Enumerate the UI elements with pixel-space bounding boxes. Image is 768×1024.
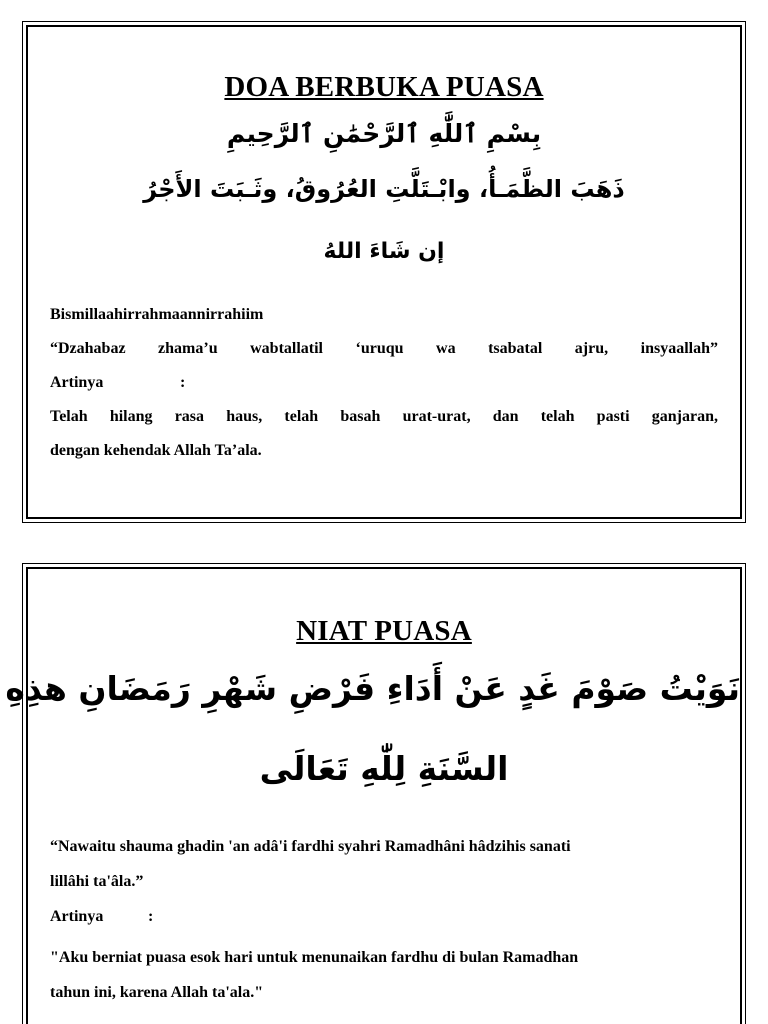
arabic-niat-line-1: نَوَيْتُ صَوْمَ غَدٍ عَنْ أَدَاءِ فَرْضِ شَهْرِ رَمَضَانِ هذِهِ — [5, 669, 740, 708]
doa-berbuka-card — [22, 21, 746, 523]
niat-puasa-card — [5, 563, 746, 1024]
artinya-label: Artinya — [50, 374, 104, 391]
arabic-doa-berbuka: ذَهَبَ الظَّمَـأُ، وابْـتَلَّتِ العُرُوقُ، وثَـبَتَ الأَجْرُ — [143, 175, 625, 203]
niat-puasa-text — [50, 829, 718, 1010]
transliteration-basmalah: Bismillaahirrahmaannirrahiim — [50, 306, 264, 323]
doa-berbuka-title: DOA BERBUKA PUASA — [224, 71, 544, 103]
niat-meaning-line-1: "Aku berniat puasa esok hari untuk menunaikan fardhu di bulan Ramadhan — [50, 949, 579, 966]
artinya-colon: : — [148, 908, 154, 925]
transliteration-niat-line-1: “Nawaitu shauma ghadin 'an adâ'i fardhi syahri Ramadhâni hâdzihis sanati — [50, 838, 571, 855]
niat-meaning-line-2: tahun ini, karena Allah ta'ala." — [50, 984, 264, 1001]
transliteration-doa: “Dzahabaz zhama’u wabtallatil ‘uruqu wa tsabatal ajru, insyaallah” — [50, 340, 718, 357]
arabic-insyaallah: إن شَاءَ اللهُ — [323, 239, 445, 264]
artinya-row — [50, 366, 718, 400]
transliteration-niat-line-2: lillâhi ta'âla.” — [50, 873, 144, 890]
meaning-line-2: dengan kehendak Allah Ta’ala. — [50, 442, 262, 459]
doa-berbuka-text — [50, 298, 718, 468]
artinya-label: Artinya — [50, 908, 104, 925]
niat-puasa-title: NIAT PUASA — [296, 615, 472, 647]
meaning-line-1: Telah hilang rasa haus, telah basah urat-urat, dan telah pasti ganjaran, — [50, 408, 718, 425]
artinya-row — [50, 899, 718, 934]
arabic-niat-line-2: السَّنَةِ لِلّٰهِ تَعَالَى — [259, 749, 509, 788]
arabic-basmalah: بِسْمِ ٱللَّٰهِ ٱلرَّحْمَٰنِ ٱلرَّحِيمِ — [226, 119, 542, 148]
doa-berbuka-card-inner — [26, 25, 742, 519]
niat-puasa-card-inner — [5, 567, 742, 1024]
artinya-colon: : — [180, 374, 186, 391]
